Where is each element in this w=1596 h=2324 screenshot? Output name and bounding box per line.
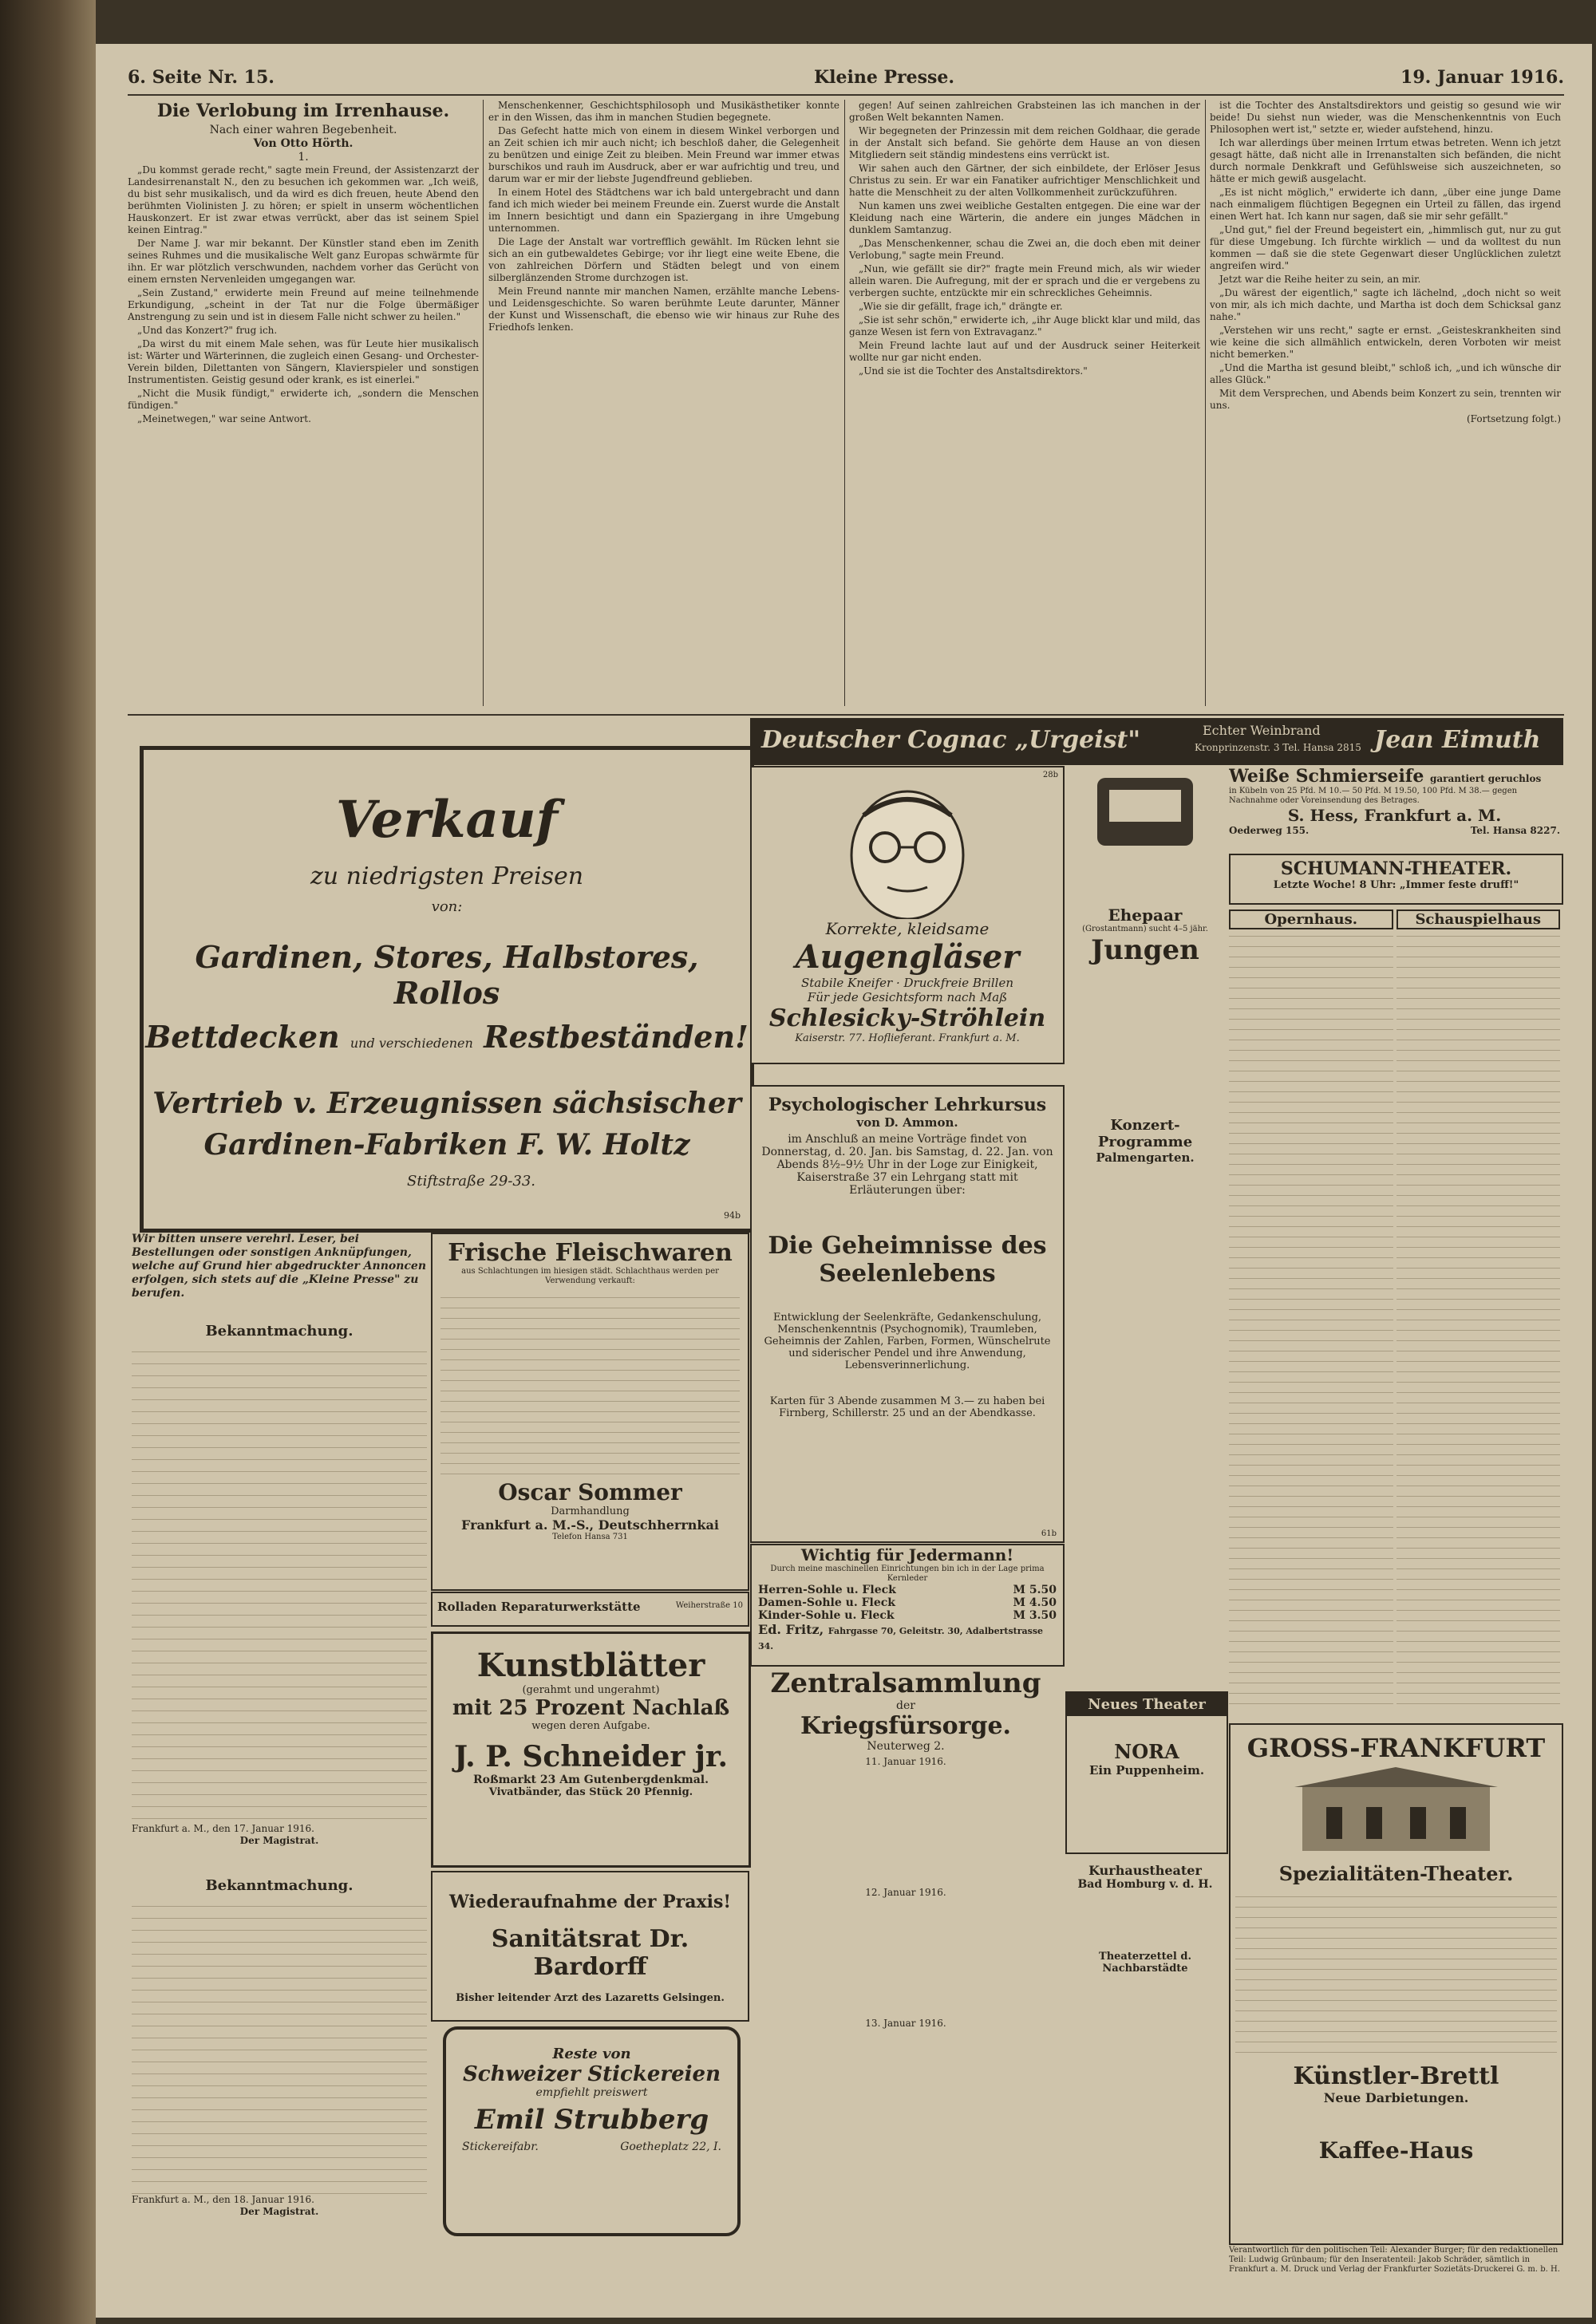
schumann-sub: Letzte Woche! 8 Uhr: „Immer feste druff!"	[1273, 879, 1519, 891]
oper-title: Opernhaus.	[1229, 909, 1393, 929]
ad-zentral	[750, 1667, 1061, 2250]
gross-kaffeehaus: Kaffee-Haus	[1318, 2137, 1474, 2164]
story-paragraph: Der Name J. war mir bekannt. Der Künstler stand eben im Zenith seines Ruhmes und die musikalische Welt ganz Europas schwärmte für ihn. Er war plötzlich verschwunden, nachdem vorher das Gerücht von einem ernsten Nervenleiden umgegangen war.	[128, 238, 479, 285]
seife-tel: Tel. Hansa 8227.	[1470, 825, 1560, 836]
column-rule	[1205, 100, 1206, 706]
face-illustration	[752, 767, 1063, 919]
verkauf-line1: Gardinen, Stores, Halbstores, Rollos	[195, 939, 699, 1011]
glasses-line4: Für jede Gesichtsform nach Maß	[807, 990, 1008, 1004]
verkauf-line2a: Bettdecken	[145, 1019, 340, 1055]
page-header	[128, 62, 1564, 96]
column-rule	[844, 100, 845, 706]
bek1-title: Bekanntmachung.	[205, 1323, 354, 1340]
story-paragraph: „Verstehen wir uns recht," sagte er ernst. „Geisteskrankheiten sind wie keine die sich allmählich entwickeln, deren Vorboten wir meist nicht bemerken."	[1210, 325, 1561, 360]
theaterzettel-title: Theaterzettel d. Nachbarstädte	[1099, 1951, 1191, 1975]
bardorff-sub: Bisher leitender Arzt des Lazaretts Gelsingen.	[456, 1992, 725, 2004]
story-paragraph: ist die Tochter des Anstaltsdirektors und geistig so gesund wie wir beide! Du siehst nun wieder, was die Menschenkenntnis von Euch Philosophen wert ist," setzte er, wieder aufstehend, hinzu.	[1210, 100, 1561, 135]
story-paragraph: Wir begegneten der Prinzessin mit dem reichen Goldhaar, die gerade in der Anstalt sich befand. Sie gehörte dem Hause an von diesen Mitgliedern seit ständig mindestens eins verrückt ist.	[849, 125, 1200, 160]
kurhaus-sub: Bad Homburg v. d. H.	[1077, 1878, 1213, 1891]
bek2-title: Bekanntmachung.	[205, 1877, 354, 1894]
glasses-line3: Stabile Kneifer · Druckfreie Brillen	[800, 976, 1014, 990]
psych-big: Die Geheimnisse des Seelenlebens	[768, 1232, 1047, 1288]
wichtig-name: Ed. Fritz,	[758, 1622, 824, 1637]
kunst-title: Kunstblätter	[476, 1647, 705, 1684]
zentral-date1: 11. Januar 1916.	[865, 1756, 946, 1767]
book-spine	[0, 0, 96, 2324]
jungen-big: Jungen	[1091, 934, 1199, 966]
bardorff-title: Wiederaufnahme der Praxis!	[448, 1892, 732, 1912]
ad-seife	[1229, 766, 1560, 850]
jungen-sub: (Grostantmann) sucht 4–5 jähr.	[1082, 925, 1208, 933]
fleisch-list	[440, 1291, 740, 1474]
kunst-address: Roßmarkt 23 Am Gutenbergdenkmal.	[472, 1774, 709, 1786]
story-paragraph: „Du kommst gerade recht," sagte mein Freund, der Assistenzarzt der Landesirrenanstalt N., den zu besuchen ich gekommen war. „Ich weiß, du bist sehr musikalisch, und da wird es dich freuen, heute Abend den berühmten Violinisten J. zu hören; er spielt in unserm wöchentlichen Hauskonzert. Er ist zwar etwas verrückt, aber das ist seinem Spiel keinen Eintrag."	[128, 164, 479, 235]
story-text-2	[488, 100, 839, 333]
ad-konzert	[1065, 1117, 1225, 1675]
stick-owner: Emil Strubberg	[474, 2104, 709, 2136]
cognac-sub: Echter Weinbrand	[1203, 723, 1321, 738]
stick-a: Stickereifabr.	[462, 2141, 539, 2153]
neues-sub: Ein Puppenheim.	[1088, 1763, 1205, 1778]
story-column-1	[128, 100, 479, 722]
story-paragraph: „Und sie ist die Tochter des Anstaltsdirektors."	[859, 365, 1088, 377]
wichtig-row1: Herren-Sohle u. Fleck	[758, 1584, 896, 1596]
story-title: Die Verlobung im Irrenhause.	[156, 101, 450, 121]
ad-cognac	[750, 718, 1563, 765]
ad-kunstblaetter	[431, 1632, 751, 1868]
zentral-address: Neuterweg 2.	[867, 1740, 945, 1753]
story-paragraph: „Meinetwegen," war seine Antwort.	[137, 413, 311, 424]
story-paragraph: „Du wärest der eigentlich," sagte ich lächelnd, „doch nicht so weit von mir, als ich mich dachte, und Martha ist doch dem Schicksal ganz nahe."	[1210, 287, 1561, 322]
psych-code: 61b	[1041, 1529, 1057, 1538]
wichtig-row3: Kinder-Sohle u. Fleck	[758, 1609, 895, 1622]
stick-sub: empfiehlt preiswert	[535, 2086, 648, 2099]
story-text-3	[849, 100, 1200, 377]
wichtig-price3: M 3.50	[1013, 1609, 1057, 1622]
gross-title: GROSS-FRANKFURT	[1246, 1733, 1546, 1763]
ad-jungen	[1065, 906, 1225, 1009]
verkauf-line3: Vertrieb v. Erzeugnissen sächsischer	[152, 1087, 741, 1120]
cognac-address: Kronprinzenstr. 3 Tel. Hansa 2815	[1195, 742, 1361, 753]
seife-title: Weiße Schmierseife	[1229, 766, 1424, 787]
bek2-end: Frankfurt a. M., den 18. Januar 1916.	[132, 2194, 314, 2205]
page-footer	[1229, 2246, 1560, 2294]
glasses-line6: Kaiserstr. 77. Hoflieferant. Frankfurt a. M.	[795, 1032, 1020, 1044]
story-paragraph: gegen! Auf seinen zahlreichen Grabsteinen las ich manchen in der großen Welt bekannten Namen.	[849, 100, 1200, 123]
story-paragraph: Mein Freund lachte laut auf und der Ausdruck seiner Heiterkeit wollte nur gar nicht enden.	[849, 340, 1200, 363]
story-subtitle: Nach einer wahren Begebenheit.	[209, 124, 397, 136]
kunst-name: J. P. Schneider jr.	[453, 1740, 729, 1774]
kunst-sub: (gerahmt und ungerahmt)	[522, 1684, 660, 1696]
zentral-title2: der	[896, 1699, 915, 1712]
ad-neues-theater	[1065, 1691, 1228, 1854]
story-paragraph: „Und gut," fiel der Freund begeistert ein, „himmlisch gut, nur zu gut für diese Umgebung. Ich fürchte wirklich — und da wolltest du nun kommen — daß sie die stete Gegenwart dieser Unglücklichen zuletzt angreifen wird."	[1210, 224, 1561, 271]
oper-listing	[1229, 929, 1393, 1711]
bardorff-name: Sanitätsrat Dr. Bardorff	[491, 1925, 689, 1981]
column-rule	[483, 100, 484, 706]
story-chapter: 1.	[298, 151, 309, 164]
bek1-text	[132, 1344, 427, 1823]
story-paragraph: Ich war allerdings über meinen Irrtum etwas betreten. Wenn ich jetzt gesagt hätte, daß nicht alle in Irrenanstalten sich befänden, die nicht durch normale Denkkraft und Gefühlsweise sich auszeichneten, so hätte er mich gewiß ausgelacht.	[1210, 137, 1561, 184]
ad-verkauf	[140, 746, 754, 1233]
story-continuation: (Fortsetzung folgt.)	[1467, 413, 1561, 424]
glasses-code: 28b	[1042, 771, 1058, 779]
wichtig-price2: M 4.50	[1013, 1596, 1057, 1609]
ad-kurhaus	[1065, 1863, 1225, 1943]
seife-guarantee: garantiert geruchlos	[1430, 773, 1542, 784]
story-paragraph: Mein Freund nannte mir manchen Namen, erzählte manche Lebens- und Leidensgeschichte. So waren berühmte Leute darunter, Männer der Kunst und Wissenschaft, die ebenso wie wir hinaus zur Ruhe des Friedhofs lenken.	[488, 286, 839, 333]
verkauf-line2b: und verschiedenen	[350, 1036, 473, 1051]
konzert-sub: Palmengarten.	[1096, 1150, 1195, 1165]
verkauf-line4: Gardinen-Fabriken F. W. Holtz	[203, 1128, 690, 1162]
stick-name: Schweizer Stickereien	[463, 2062, 721, 2086]
bek2-text	[132, 1899, 427, 2194]
ad-fleisch	[431, 1233, 749, 1591]
story-text-4	[1210, 100, 1561, 412]
paper-name: Kleine Presse.	[814, 67, 955, 88]
gross-sub: Spezialitäten-Theater.	[1278, 1862, 1514, 1885]
fleisch-sub: aus Schlachtungen im hiesigen städt. Schlachthaus werden per Verwendung verkauft:	[461, 1267, 719, 1285]
psych-body: im Anschluß an meine Vorträge findet von Donnerstag, d. 20. Jan. bis Samstag, d. 22. Jan. von Abends 8½–9½ Uhr in der Loge zur Einigkeit, Kaiserstraße 37 ein Lehrgang statt mit Erläuterungen über:	[761, 1133, 1053, 1197]
zentral-title1: Zentralsammlung	[770, 1667, 1041, 1699]
bek1-end: Frankfurt a. M., den 17. Januar 1916.	[132, 1823, 314, 1834]
glasses-line2: Augengläser	[795, 938, 1020, 976]
seife-address: Oederweg 155.	[1229, 825, 1310, 836]
story-paragraph: „Sein Zustand," erwiderte mein Freund auf meine teilnehmende Erkundigung, „scheint in der Tat nur die Folge übermäßiger Anstrengung zu sein und ist in diesem Falle nicht schwer zu heilen."	[128, 287, 479, 322]
ad-wichtig	[750, 1544, 1065, 1667]
ad-theaterzettel	[1065, 1951, 1225, 2230]
gross-neu: Neue Darbietungen.	[1323, 2090, 1469, 2105]
zentral-date3: 13. Januar 1916.	[865, 2018, 946, 2029]
schauspiel-title: Schauspielhaus	[1396, 909, 1561, 929]
bekanntmachung-2	[132, 1875, 427, 2226]
ad-rolladen	[431, 1592, 749, 1627]
psych-by: von D. Ammon.	[856, 1115, 958, 1130]
gross-kuenstler: Künstler-Brettl	[1293, 2062, 1499, 2090]
seife-company: S. Hess, Frankfurt a. M.	[1287, 806, 1502, 825]
ad-oper	[1229, 909, 1560, 1715]
verkauf-address: Stiftstraße 29-33.	[407, 1173, 536, 1190]
psych-karten: Karten für 3 Abende zusammen M 3.— zu haben bei Firnberg, Schillerstr. 25 und an der Abendkasse.	[769, 1395, 1045, 1419]
verkauf-title: Verkauf	[335, 790, 559, 850]
issue-date: 19. Januar 1916.	[1400, 67, 1564, 88]
story-column-2	[488, 100, 839, 714]
story-paragraph: Mit dem Versprechen, und Abends beim Konzert zu sein, trennten wir uns.	[1210, 388, 1561, 411]
tin-icon	[1065, 766, 1225, 854]
wichtig-title: Wichtig für Jedermann!	[800, 1545, 1014, 1564]
kunst-discount: mit 25 Prozent Nachlaß	[452, 1696, 730, 1720]
verkauf-sub: zu niedrigsten Preisen	[310, 862, 584, 890]
story-paragraph: „Nun, wie gefällt sie dir?" fragte mein Freund mich, als wir wieder allein waren. Die Aufregung, mit der er sprach und die er vergebens zu verbergen suchte, entzückte mir ein schreckliches Geheimnis.	[849, 263, 1200, 298]
building-illustration	[1231, 1763, 1562, 1859]
bekanntmachung-1	[132, 1320, 427, 1859]
story-paragraph: „Und das Konzert?" frug ich.	[137, 325, 278, 336]
story-column-3	[849, 100, 1200, 714]
stick-title: Reste von	[552, 2046, 631, 2062]
story-paragraph: „Da wirst du mit einem Male sehen, was für Leute hier musikalisch ist: Wärter und Wärterinnen, die zugleich einen Gesang- und Orchester-Verein bilden, Dilettanten von Sängern, Klavierspieler und sonstigen Instrumentisten. Geistig gesund oder krank, es ist einerlei."	[128, 338, 479, 385]
story-column-4	[1210, 100, 1561, 706]
psych-topics: Entwicklung der Seelenkräfte, Gedankenschulung, Menschenkenntnis (Psychognomik), Traumleben, Geheimnis der Zahlen, Farben, Formen, Wünschelrute und siderischer Pendel und ihre Anwendung, Lebensverinnerlichung.	[764, 1312, 1051, 1371]
footer-text: Verantwortlich für den politischen Teil: Alexander Burger; für den redaktionellen Teil: Ludwig Grünbaum; für den Inseratenteil: Jakob Schräder, sämtlich in Frankfurt a. M. Druck und Verlag der Frankfurter Sozietäts-Druckerei G. m. b. H.	[1229, 2246, 1560, 2274]
ad-augenglaser	[750, 766, 1065, 1064]
wichtig-address: Fahrgasse 70, Geleitstr. 30, Adalbertstrasse 34.	[758, 1626, 1044, 1651]
story-paragraph: Jetzt war die Reihe heiter zu sein, an mir.	[1219, 274, 1421, 285]
fleisch-type: Darmhandlung	[551, 1505, 630, 1517]
seife-body: in Kübeln von 25 Pfd. M 10.— 50 Pfd. M 19.50, 100 Pfd. M 38.— gegen Nachnahme oder Voreinsendung des Betrages.	[1229, 787, 1518, 805]
psych-title: Psychologischer Lehrkursus	[768, 1095, 1047, 1115]
ad-bardorff	[431, 1871, 749, 2022]
page-number: 6. Seite Nr. 15.	[128, 67, 275, 88]
cognac-text: Deutscher Cognac „Urgeist"	[761, 726, 1140, 754]
story-paragraph: „Das Menschenkenner, schau die Zwei an, die doch eben mit deiner Verlobung," sagte mein Freund.	[849, 238, 1200, 261]
verkauf-line2c: Restbeständen!	[484, 1019, 749, 1055]
ad-stickereien	[443, 2026, 741, 2236]
stick-address: Goetheplatz 22, I.	[620, 2141, 721, 2153]
wichtig-price1: M 5.50	[1013, 1584, 1057, 1596]
story-paragraph: Wir sahen auch den Gärtner, der sich einbildete, der Erlöser Jesus Christus zu sein. Er war ein Fanatiker aufrichtiger Menschlichkeit und hatte die Menschheit zu der alten Vollkommenheit zurückzuführen.	[849, 163, 1200, 198]
neues-show: NORA	[1114, 1740, 1179, 1763]
section-rule	[128, 714, 1564, 716]
schauspiel-listing	[1396, 929, 1561, 1711]
wichtig-sub: Durch meine maschinellen Einrichtungen bin ich in der Lage prima Kernleder	[770, 1564, 1045, 1583]
neues-title: Neues Theater	[1067, 1693, 1227, 1716]
kunst-reason: wegen deren Aufgabe.	[531, 1720, 650, 1732]
kurhaus-title: Kurhaustheater	[1088, 1863, 1202, 1878]
bitten-text: Wir bitten unsere verehrl. Leser, bei Bestellungen oder sonstigen Anknüpfungen, welche auf Grund hier abgedruckter Annoncen erfolgen, sich stets auf die „Kleine Presse" zu berufen.	[132, 1233, 427, 1300]
story-author: Von Otto Hörth.	[253, 137, 354, 150]
story-paragraph: Menschenkenner, Geschichtsphilosoph und Musikästhetiker konnte er in den Wissen, das ihm in manchen Studien begegnete.	[488, 100, 839, 123]
gross-program	[1235, 1890, 1557, 2058]
ad-schumann	[1229, 854, 1563, 905]
glasses-line5: Schlesicky-Ströhlein	[768, 1004, 1046, 1032]
cognac-brand: Jean Eimuth	[1374, 726, 1541, 754]
verkauf-von: von:	[431, 898, 463, 915]
story-text-1	[128, 164, 479, 425]
glasses-line1: Korrekte, kleidsame	[825, 919, 990, 938]
bek1-signature: Der Magistrat.	[239, 1835, 319, 1846]
fleisch-tel: Telefon Hansa 731	[552, 1533, 628, 1541]
story-paragraph: Die Lage der Anstalt war vortrefflich gewählt. Im Rücken lehnt sie sich an ein gutbewaldetes Gebirge; vor ihr liegt eine weite Ebene, die von zahlreichen Dörfern und Städten belegt und von einem silberglänzenden Strome durchzogen ist.	[488, 236, 839, 283]
wichtig-row2: Damen-Sohle u. Fleck	[758, 1596, 895, 1609]
kunst-vivat: Vivatbänder, das Stück 20 Pfennig.	[488, 1786, 693, 1798]
konzert-title: Konzert-Programme	[1097, 1117, 1193, 1150]
story-paragraph: Das Gefecht hatte mich von einem in diesem Winkel verborgen und an Zeit schien ich mir auch nicht; ich beschloß daher, die Gelegenheit zu benützen und einige Zeit zu bleiben. Mein Freund war immer etwas burschikos und rauh im Ausdruck, aber er war aufrichtig und treu, und darum war er mir der liebste Jugendfreund geblieben.	[488, 125, 839, 184]
bek2-signature: Der Magistrat.	[239, 2206, 319, 2217]
rolladen-title: Rolladen Reparaturwerkstätte	[437, 1600, 641, 1614]
verkauf-code: 94b	[723, 1210, 741, 1221]
fleisch-address: Frankfurt a. M.-S., Deutschherrnkai	[461, 1517, 719, 1533]
ad-gross-frankfurt	[1229, 1723, 1563, 2245]
rolladen-sub: Weiherstraße 10	[675, 1601, 743, 1610]
fleisch-name: Oscar Sommer	[498, 1479, 682, 1505]
story-paragraph: „Wie sie dir gefällt, frage ich," drängte er.	[859, 301, 1063, 312]
notice-bitten	[132, 1233, 427, 1308]
story-paragraph: In einem Hotel des Städtchens war ich bald untergebracht und dann fand ich mich wieder bei meinem Freunde ein. Zuerst wurde die Anstalt im Innern besichtigt und dann ein Spaziergang in ihre Umgebung unternommen.	[488, 187, 839, 234]
ad-tin	[1065, 766, 1225, 902]
story-paragraph: „Sie ist sehr schön," erwiderte ich, „ihr Auge blickt klar und mild, das ganze Wesen ist fern von Extravaganz."	[849, 314, 1200, 337]
ad-psych	[750, 1085, 1065, 1543]
fleisch-title: Frische Fleischwaren	[448, 1239, 733, 1267]
story-paragraph: „Es ist nicht möglich," erwiderte ich dann, „über eine junge Dame nach einmaligem flüchtigen Begegnen ein Urteil zu fällen, das irgend einen Wert hat. Ich kann nur sagen, daß sie mir sehr gefällt."	[1210, 187, 1561, 222]
jungen-title: Ehepaar	[1108, 906, 1183, 925]
story-paragraph: Nun kamen uns zwei weibliche Gestalten entgegen. Die eine war der Kleidung nach eine Wärterin, die andere ein junges Mädchen in dunklem Samtanzug.	[849, 200, 1200, 235]
zentral-date2: 12. Januar 1916.	[865, 1887, 946, 1898]
story-paragraph: „Und die Martha ist gesund bleibt," schloß ich, „und ich wünsche dir alles Glück."	[1210, 362, 1561, 385]
story-paragraph: „Nicht die Musik fündigt," erwiderte ich, „sondern die Menschen fündigen."	[128, 388, 479, 411]
zentral-title3: Kriegsfürsorge.	[800, 1712, 1011, 1740]
schumann-title: SCHUMANN-THEATER.	[1280, 858, 1512, 879]
